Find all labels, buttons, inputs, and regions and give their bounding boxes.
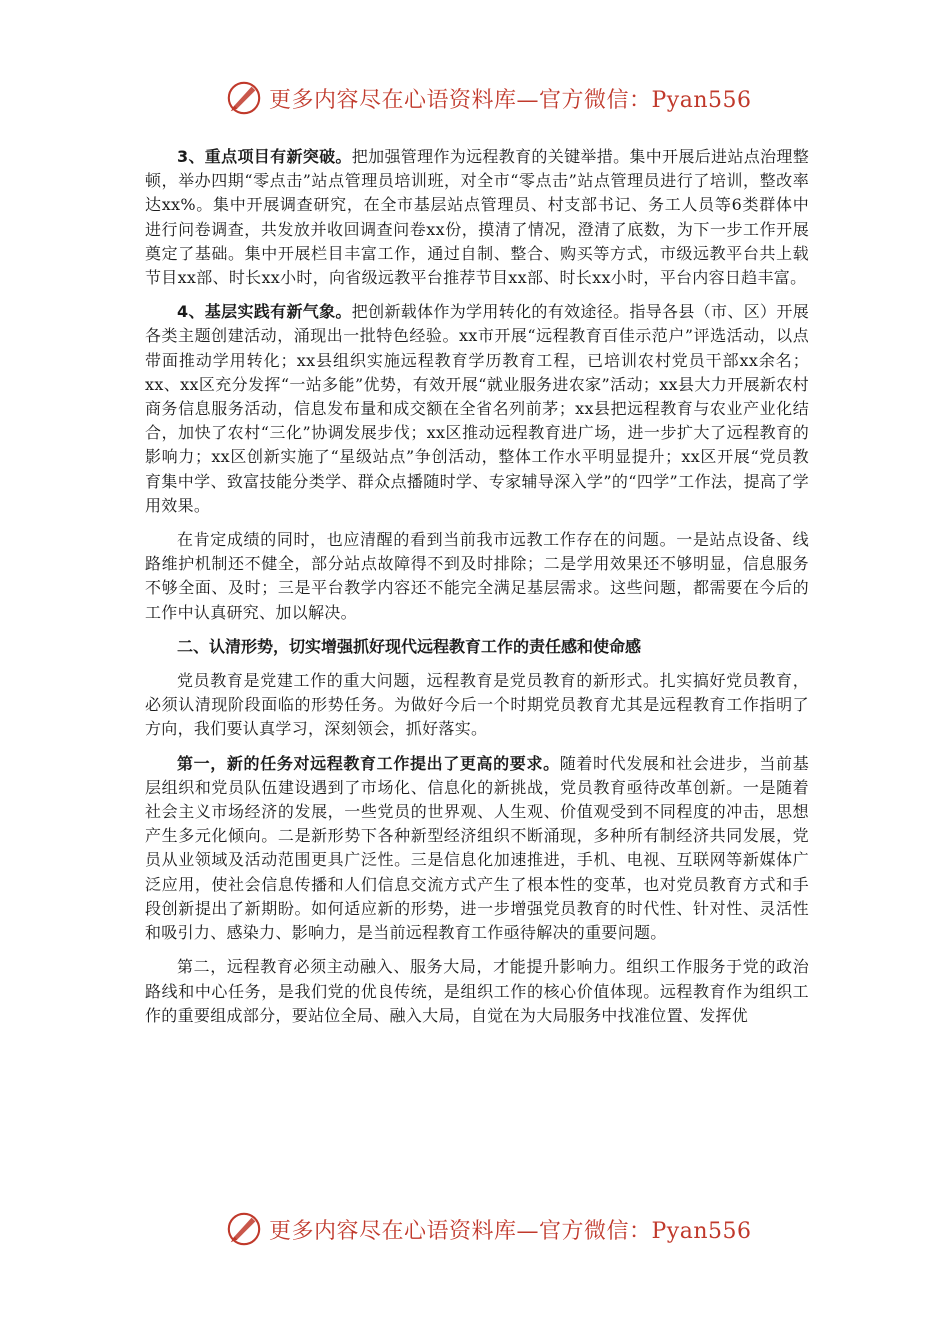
paragraph-key-projects bbox=[145, 145, 809, 290]
paragraph-second bbox=[145, 955, 809, 1028]
paragraph-lead: 4、基层实践有新气象。 bbox=[177, 302, 352, 322]
paragraph-lead: 第一，新的任务对远程教育工作提出了更高的要求。 bbox=[177, 753, 560, 773]
pen-logo-icon bbox=[225, 1210, 263, 1248]
section-heading-2: 二、认清形势，切实增强抓好现代远程教育工作的责任感和使命感 bbox=[177, 636, 642, 656]
paragraph-grassroots bbox=[145, 300, 809, 518]
paragraph-first bbox=[145, 752, 809, 946]
paragraph-lead: 3、重点项目有新突破。 bbox=[177, 147, 352, 166]
pen-logo-icon bbox=[225, 79, 263, 117]
document-body bbox=[145, 145, 809, 1038]
paragraph-intro bbox=[145, 669, 809, 742]
paragraph-text: 把加强管理作为远程教育的关键举措。集中开展后进站点治理整顿，举办四期“零点击”站点管理员培训班，对全市“零点击”站点管理员进行了培训，整改率达xx%。集中开展调查研究，在全市基层站点管理员、村支部书记、务工人员等6类群体中进行问卷调查，共发放并收回调查问卷xx份，摸清了情况，澄清了底数，为下一步工作开展奠定了基础。集中开展栏目丰富工作，通过自制、整合、购买等方式，市级远教平台共上载节目xx部、时长xx小时，向省级远教平台推荐节目xx部、时长xx小时，平台内容日趋丰富。 bbox=[145, 147, 810, 288]
watermark-text: 更多内容尽在心语资料库—官方微信：Pyan556 bbox=[269, 87, 752, 113]
paragraph-text: 把创新载体作为学用转化的有效途径。指导各县（市、区）开展各类主题创建活动，涌现出一批特色经验。xx市开展“远程教育百佳示范户”评选活动，以点带面推动学用转化；xx县组织实施远程教育学历教育工程，已培训农村党员干部xx余名；xx、xx区充分发挥“一站多能”优势，有效开展“就业服务进农家”活动；xx县大力开展新农村商务信息服务活动，信息发布量和成交额在全省名列前茅；xx县把远程教育与农业产业化结合，加快了农村“三化”协调发展步伐；xx区推动远程教育进广场，进一步扩大了远程教育的影响力；xx区创新实施了“星级站点”争创活动，整体工作水平明显提升；xx区开展“党员教育集中学、致富技能分类学、群众点播随时学、专家辅导深入学”的“四学”工作法，提高了学用效果。 bbox=[145, 302, 810, 515]
paragraph-problems bbox=[145, 528, 809, 625]
watermark-banner-bottom bbox=[225, 1209, 752, 1249]
paragraph-text: 随着时代发展和社会进步，当前基层组织和党员队伍建设遇到了市场化、信息化的新挑战，党员教育亟待改革创新。一是随着社会主义市场经济的发展，一些党员的世界观、人生观、价值观受到不同程度的冲击，思想产生多元化倾向。二是新形势下各种新型经济组织不断涌现，多种所有制经济共同发展，党员从业领域及活动范围更具广泛性。三是信息化加速推进，手机、电视、互联网等新媒体广泛应用，使社会信息传播和人们信息交流方式产生了根本性的变革，也对党员教育方式和手段创新提出了新期盼。如何适应新的形势，进一步增强党员教育的时代性、针对性、灵活性和吸引力、感染力、影响力，是当前远程教育工作亟待解决的重要问题。 bbox=[145, 753, 809, 943]
watermark-text: 更多内容尽在心语资料库—官方微信：Pyan556 bbox=[269, 1218, 752, 1244]
paragraph-text: 党员教育是党建工作的重大问题，远程教育是党员教育的新形式。扎实搞好党员教育，必须认清现阶段面临的形势任务。为做好今后一个时期党员教育尤其是远程教育工作指明了方向，我们要认真学习，深刻领会，抓好落实。 bbox=[145, 671, 809, 739]
paragraph-text: 第二，远程教育必须主动融入、服务大局，才能提升影响力。组织工作服务于党的政治路线和中心任务，是我们党的优良传统，是组织工作的核心价值体现。远程教育作为组织工作的重要组成部分，要站位全局、融入大局，自觉在为大局服务中找准位置、发挥优 bbox=[145, 957, 809, 1025]
paragraph-text: 在肯定成绩的同时，也应清醒的看到当前我市远教工作存在的问题。一是站点设备、线路维护机制还不健全，部分站点故障得不到及时排除；二是学用效果还不够明显，信息服务不够全面、及时；三是平台教学内容还不能完全满足基层需求。这些问题，都需要在今后的工作中认真研究、加以解决。 bbox=[145, 530, 809, 622]
watermark-banner-top bbox=[225, 78, 752, 118]
